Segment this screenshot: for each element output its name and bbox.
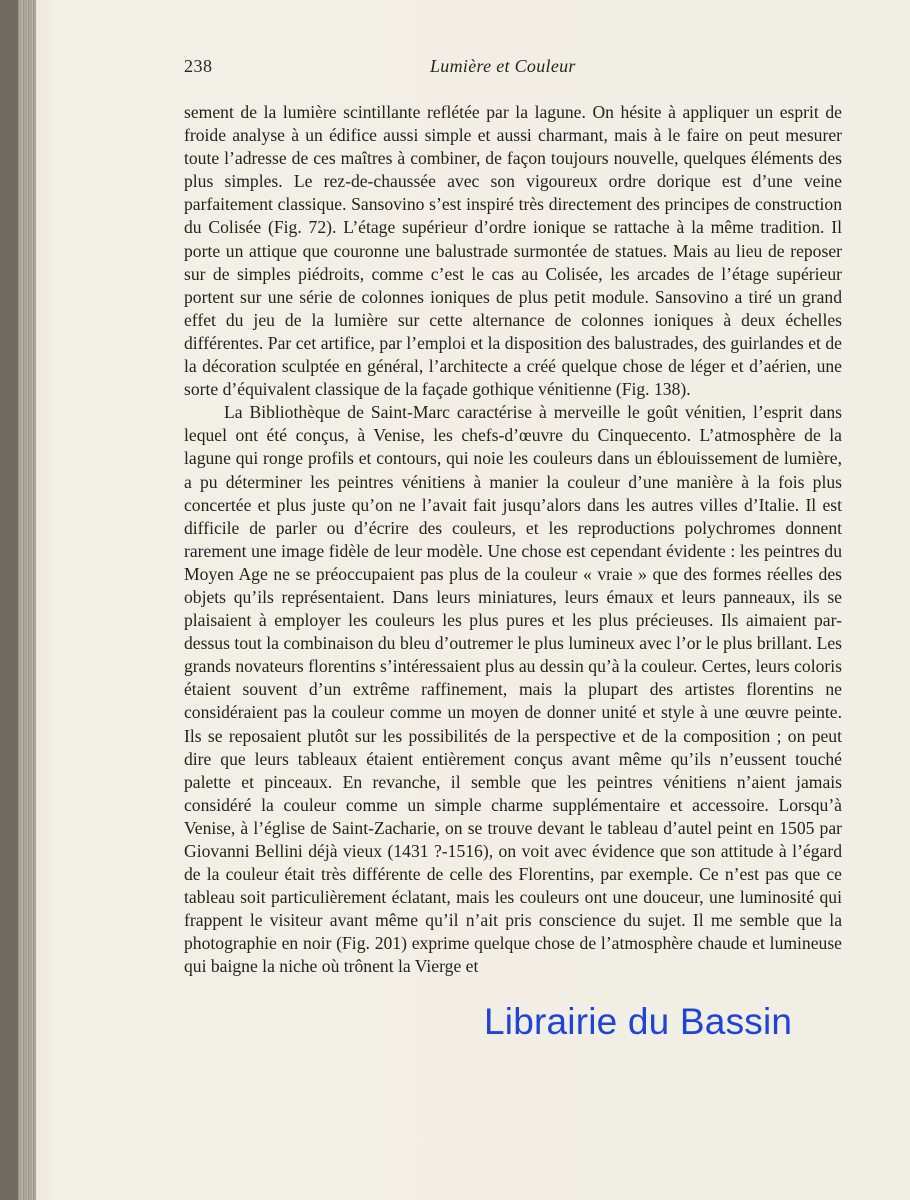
book-page: [18, 0, 910, 1200]
page-number: 238: [184, 56, 213, 76]
page-stack-edge: [18, 0, 36, 1200]
paragraph-bibliotheque: La Bibliothèque de Saint-Marc caractérise à merveille le goût vénitien, l’esprit dans lequel ont été conçus, à Venise, les chefs-d’œuvre du Cinquecento. L’atmosphère de la lagune qui ronge profils et contours, qui noie les couleurs dans un éblouissement de lumière, a pu déterminer les peintres vénitiens à manier la couleur d’une manière à la fois plus concertée et plus juste qu’on ne l’avait fait jusqu’alors dans les autres villes d’Italie. Il est difficile de parler ou d’écrire des couleurs, et les reproductions polychromes donnent rarement une image fidèle de leur modèle. Une chose est cependant évidente : les peintres du Moyen Age ne se préoccupaient pas plus de la couleur « vraie » que des formes réelles des objets qu’ils représentaient. Dans leurs miniatures, leurs émaux et leurs panneaux, ils se plaisaient à employer les couleurs les plus pures et les plus précieuses. Ils aimaient par-dessus tout la combinaison du bleu d’outremer le plus lumineux avec l’or le plus brillant. Les grands novateurs florentins s’intéressaient plus au dessin qu’à la couleur. Certes, leurs coloris étaient souvent d’un extrême raffinement, mais la plupart des artistes florentins ne considéraient pas la couleur comme un moyen de donner unité et style à une œuvre peinte. Ils se reposaient plutôt sur les possibilités de la perspective et de la composition ; on peut dire que leurs tableaux étaient entièrement conçus avant même qu’ils n’eussent touché palette et pinceaux. En revanche, il semble que les peintres vénitiens n’aient jamais considéré la couleur comme un simple charme supplémentaire et accessoire. Lorsqu’à Venise, à l’église de Saint-Zacharie, on se trouve devant le tableau d’autel peint en 1505 par Giovanni Bellini déjà vieux (1431 ?-1516), on voit avec évidence que son attitude à l’égard de la couleur était très différente de celle des Florentins, par exemple. Ce n’est pas que ce tableau soit particulièrement éclatant, mais les couleurs ont une douceur, une luminosité qui frappent le visiteur avant même qu’il n’ait pris conscience du sujet. Il me semble que la photographie en noir (Fig. 201) exprime quelque chose de l’atmosphère chaude et lumineuse qui baigne la niche où trônent la Vierge et: [184, 402, 842, 977]
bookseller-watermark: Librairie du Bassin: [484, 1001, 793, 1042]
body-text: [184, 101, 842, 979]
paragraph-continued: sement de la lumière scintillante reflétée par la lagune. On hésite à appliquer un esprit de froide analyse à un édifice aussi simple et aussi charmant, mais à le faire on peut mesurer toute l’adresse de ces maîtres à combiner, de façon toujours nouvelle, quelques éléments des plus simples. Le rez-de-chaussée avec son vigoureux ordre dorique est d’une veine parfaitement classique. Sansovino s’est inspiré très directement des principes de construction du Colisée (Fig. 72). L’étage supérieur d’ordre ionique se rattache à la même tradition. Il porte un attique que couronne une balustrade surmontée de statues. Mais au lieu de reposer sur de simples piédroits, comme c’est le cas au Colisée, les arcades de l’étage supérieur portent sur une série de colonnes ioniques de plus petit module. Sansovino a tiré un grand effet du jeu de la lumière sur cette alternance de colonnes ioniques à deux échelles différentes. Par cet artifice, par l’emploi et la disposition des balustrades, des guirlandes et de la décoration sculptée en général, l’architecte a créé quelque chose de léger et d’aérien, une sorte d’équivalent classique de la façade gothique vénitienne (Fig. 138).: [184, 102, 842, 400]
running-head: [184, 56, 844, 86]
chapter-title: Lumière et Couleur: [430, 56, 576, 76]
